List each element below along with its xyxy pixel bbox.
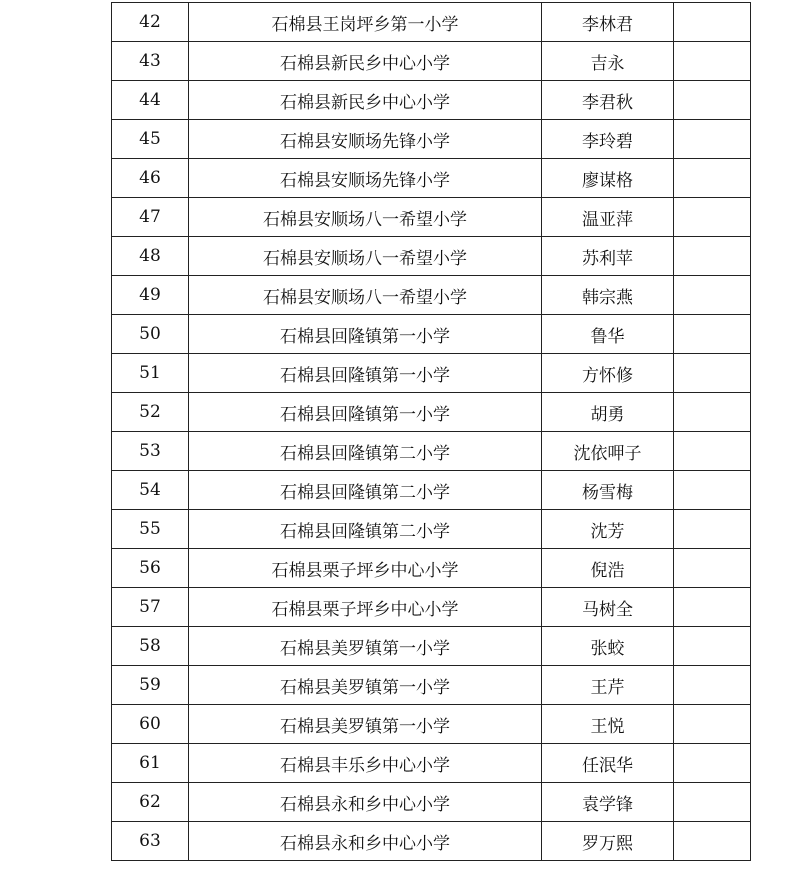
teacher-name-cell: 袁学锋 [542, 783, 674, 822]
remarks-cell [674, 744, 751, 783]
school-name-cell: 石棉县美罗镇第一小学 [189, 705, 542, 744]
row-number-cell: 50 [112, 315, 189, 354]
teacher-name-cell: 李玲碧 [542, 120, 674, 159]
row-number-cell: 61 [112, 744, 189, 783]
remarks-cell [674, 549, 751, 588]
remarks-cell [674, 783, 751, 822]
school-name-cell: 石棉县美罗镇第一小学 [189, 666, 542, 705]
school-name-cell: 石棉县永和乡中心小学 [189, 822, 542, 861]
remarks-cell [674, 627, 751, 666]
row-number-cell: 57 [112, 588, 189, 627]
table-row [112, 822, 751, 861]
school-name-cell: 石棉县安顺场先锋小学 [189, 159, 542, 198]
remarks-cell [674, 510, 751, 549]
teacher-name-cell: 罗万熙 [542, 822, 674, 861]
row-number-cell: 58 [112, 627, 189, 666]
row-number-cell: 54 [112, 471, 189, 510]
school-name-cell: 石棉县新民乡中心小学 [189, 81, 542, 120]
table-row [112, 120, 751, 159]
roster-table [111, 2, 751, 861]
table-row [112, 315, 751, 354]
school-name-cell: 石棉县王岗坪乡第一小学 [189, 3, 542, 42]
row-number-cell: 43 [112, 42, 189, 81]
school-name-cell: 石棉县回隆镇第二小学 [189, 432, 542, 471]
table-row [112, 510, 751, 549]
row-number-cell: 46 [112, 159, 189, 198]
school-name-cell: 石棉县回隆镇第一小学 [189, 393, 542, 432]
school-name-cell: 石棉县回隆镇第二小学 [189, 471, 542, 510]
table-row [112, 666, 751, 705]
teacher-name-cell: 杨雪梅 [542, 471, 674, 510]
table-row [112, 276, 751, 315]
table-row [112, 237, 751, 276]
remarks-cell [674, 666, 751, 705]
school-name-cell: 石棉县回隆镇第二小学 [189, 510, 542, 549]
teacher-name-cell: 廖谋格 [542, 159, 674, 198]
teacher-name-cell: 韩宗燕 [542, 276, 674, 315]
table-row [112, 81, 751, 120]
school-name-cell: 石棉县新民乡中心小学 [189, 42, 542, 81]
table-row [112, 432, 751, 471]
roster-table-body [112, 3, 751, 861]
remarks-cell [674, 237, 751, 276]
row-number-cell: 62 [112, 783, 189, 822]
table-row [112, 354, 751, 393]
school-name-cell: 石棉县安顺场八一希望小学 [189, 198, 542, 237]
school-name-cell: 石棉县永和乡中心小学 [189, 783, 542, 822]
remarks-cell [674, 705, 751, 744]
teacher-name-cell: 沈依呷子 [542, 432, 674, 471]
teacher-name-cell: 李林君 [542, 3, 674, 42]
teacher-name-cell: 方怀修 [542, 354, 674, 393]
remarks-cell [674, 3, 751, 42]
table-row [112, 3, 751, 42]
teacher-name-cell: 倪浩 [542, 549, 674, 588]
table-row [112, 471, 751, 510]
table-row [112, 393, 751, 432]
row-number-cell: 47 [112, 198, 189, 237]
remarks-cell [674, 393, 751, 432]
row-number-cell: 42 [112, 3, 189, 42]
school-name-cell: 石棉县美罗镇第一小学 [189, 627, 542, 666]
remarks-cell [674, 42, 751, 81]
teacher-name-cell: 王芹 [542, 666, 674, 705]
row-number-cell: 60 [112, 705, 189, 744]
row-number-cell: 59 [112, 666, 189, 705]
teacher-name-cell: 马树全 [542, 588, 674, 627]
table-row [112, 744, 751, 783]
table-row [112, 42, 751, 81]
row-number-cell: 55 [112, 510, 189, 549]
remarks-cell [674, 159, 751, 198]
table-row [112, 198, 751, 237]
teacher-name-cell: 沈芳 [542, 510, 674, 549]
school-name-cell: 石棉县安顺场八一希望小学 [189, 276, 542, 315]
teacher-name-cell: 任泯华 [542, 744, 674, 783]
remarks-cell [674, 315, 751, 354]
school-name-cell: 石棉县栗子坪乡中心小学 [189, 549, 542, 588]
table-row [112, 783, 751, 822]
remarks-cell [674, 81, 751, 120]
table-row [112, 159, 751, 198]
teacher-name-cell: 鲁华 [542, 315, 674, 354]
row-number-cell: 56 [112, 549, 189, 588]
table-row [112, 588, 751, 627]
school-name-cell: 石棉县栗子坪乡中心小学 [189, 588, 542, 627]
remarks-cell [674, 120, 751, 159]
table-row [112, 627, 751, 666]
row-number-cell: 44 [112, 81, 189, 120]
school-name-cell: 石棉县安顺场先锋小学 [189, 120, 542, 159]
row-number-cell: 52 [112, 393, 189, 432]
teacher-name-cell: 苏利苹 [542, 237, 674, 276]
school-name-cell: 石棉县丰乐乡中心小学 [189, 744, 542, 783]
row-number-cell: 45 [112, 120, 189, 159]
school-name-cell: 石棉县安顺场八一希望小学 [189, 237, 542, 276]
teacher-name-cell: 王悦 [542, 705, 674, 744]
row-number-cell: 49 [112, 276, 189, 315]
table-row [112, 705, 751, 744]
row-number-cell: 48 [112, 237, 189, 276]
school-name-cell: 石棉县回隆镇第一小学 [189, 315, 542, 354]
teacher-name-cell: 吉永 [542, 42, 674, 81]
teacher-name-cell: 胡勇 [542, 393, 674, 432]
remarks-cell [674, 471, 751, 510]
row-number-cell: 63 [112, 822, 189, 861]
remarks-cell [674, 276, 751, 315]
remarks-cell [674, 588, 751, 627]
row-number-cell: 51 [112, 354, 189, 393]
row-number-cell: 53 [112, 432, 189, 471]
remarks-cell [674, 354, 751, 393]
school-name-cell: 石棉县回隆镇第一小学 [189, 354, 542, 393]
teacher-name-cell: 张蛟 [542, 627, 674, 666]
table-row [112, 549, 751, 588]
teacher-name-cell: 温亚萍 [542, 198, 674, 237]
remarks-cell [674, 198, 751, 237]
remarks-cell [674, 432, 751, 471]
remarks-cell [674, 822, 751, 861]
teacher-name-cell: 李君秋 [542, 81, 674, 120]
